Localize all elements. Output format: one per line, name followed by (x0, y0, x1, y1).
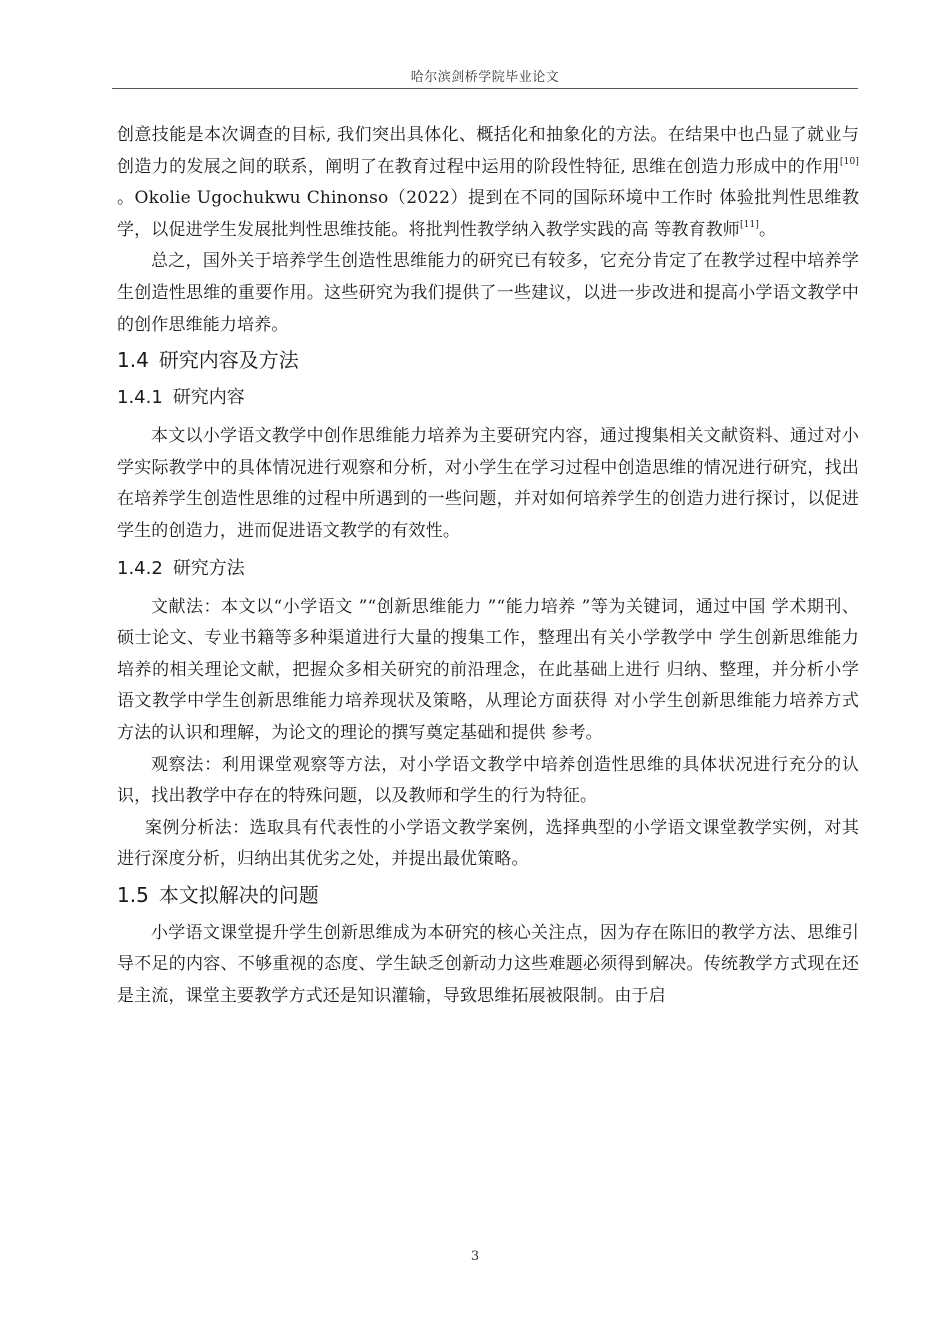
paragraph-literature-method: 文献法：本文以“小学语文 ”“创新思维能力 ”“能力培养 ”等为关键词，通过中国 学术期刊、硕士论文、专业书籍等多种渠道进行大量的搜集工作，整理出有关小学教学中 学生创新思维能力培养的相关理论文献，把握众多相关研究的前沿理念，在此基础上进行 归纳、整理，并分析小学语文教学中学生创新思维能力培养现状及策略，从理论方面获得 对小学生创新思维能力培养方式方法的认识和理解，为论文的理论的撰写奠定基础和提供 参考。 (117, 596, 859, 743)
section-heading-1-4-1 (117, 383, 859, 413)
paragraph-text: 。 (117, 188, 135, 209)
section-title: 研究内容 (172, 387, 245, 409)
header-title: 哈尔滨剑桥学院毕业论文 (410, 70, 560, 85)
section-number: 1.4.2 (117, 557, 163, 579)
section-title: 研究内容及方法 (158, 348, 299, 373)
paragraph-research-content: 本文以小学语文教学中创作思维能力培养为主要研究内容，通过搜集相关文献资料、通过对小学实际教学中的具体情况进行观察和分析，对小学生在学习过程中创造思维的情况进行研究，找出在培养学生创造性思维的过程中所遇到的一些问题，并对如何培养学生的创造力进行探讨，以促进学生的创造力，进而促进语文教学的有效性。 (117, 426, 859, 541)
paragraph-text: 。 (759, 219, 777, 240)
page-content (117, 120, 859, 1013)
citation-ref: [10] (839, 156, 859, 167)
section-number: 1.5 (117, 882, 149, 907)
paragraph-text: Okolie Ugochukwu Chinonso（2022）提到在不同的国际环境中工作时 体验批判性思维教学，以促进学生发展批判性思维技能。将批判性教学纳入教学实践的高 等教育教师 (117, 188, 859, 240)
section-heading-1-5 (117, 880, 859, 910)
section-number: 1.4 (117, 348, 149, 373)
paragraph-observation-method: 观察法：利用课堂观察等方法，对小学语文教学中培养创造性思维的具体状况进行充分的认识，找出教学中存在的特殊问题，以及教师和学生的行为特征。 (117, 754, 859, 807)
paragraph-text: 创意技能是本次调查的目标, 我们突出具体化、概括化和抽象化的方法。在结果中也凸显了就业与创造力的发展之间的联系，阐明了在教育过程中运用的阶段性特征, 思维在创造力形成中的作用 (117, 125, 859, 177)
paragraph-case-method: 案例分析法：选取具有代表性的小学语文教学案例，选择典型的小学语文课堂教学实例，对其进行深度分析，归纳出其优劣之处，并提出最优策略。 (117, 817, 859, 870)
citation-ref: [11] (739, 219, 760, 230)
page-header (112, 66, 858, 89)
page-number: 3 (470, 1249, 480, 1264)
paragraph-summary: 总之，国外关于培养学生创造性思维能力的研究已有较多，它充分肯定了在教学过程中培养学生创造性思维的重要作用。这些研究为我们提供了一些建议，以进一步改进和提高小学语文教学中的创作思维能力培养。 (117, 251, 859, 335)
paragraph-foreign-research-end (117, 120, 859, 246)
section-number: 1.4.1 (117, 387, 163, 409)
paragraph-problems: 小学语文课堂提升学生创新思维成为本研究的核心关注点，因为存在陈旧的教学方法、思维引导不足的内容、不够重视的态度、学生缺乏创新动力这些难题必须得到解决。传统教学方式现在还是主流，课堂主要教学方式还是知识灌输，导致思维拓展被限制。由于启 (117, 922, 859, 1007)
section-title: 本文拟解决的问题 (158, 882, 319, 907)
section-heading-1-4-2 (117, 554, 859, 584)
section-title: 研究方法 (172, 557, 245, 579)
section-heading-1-4 (117, 345, 859, 375)
